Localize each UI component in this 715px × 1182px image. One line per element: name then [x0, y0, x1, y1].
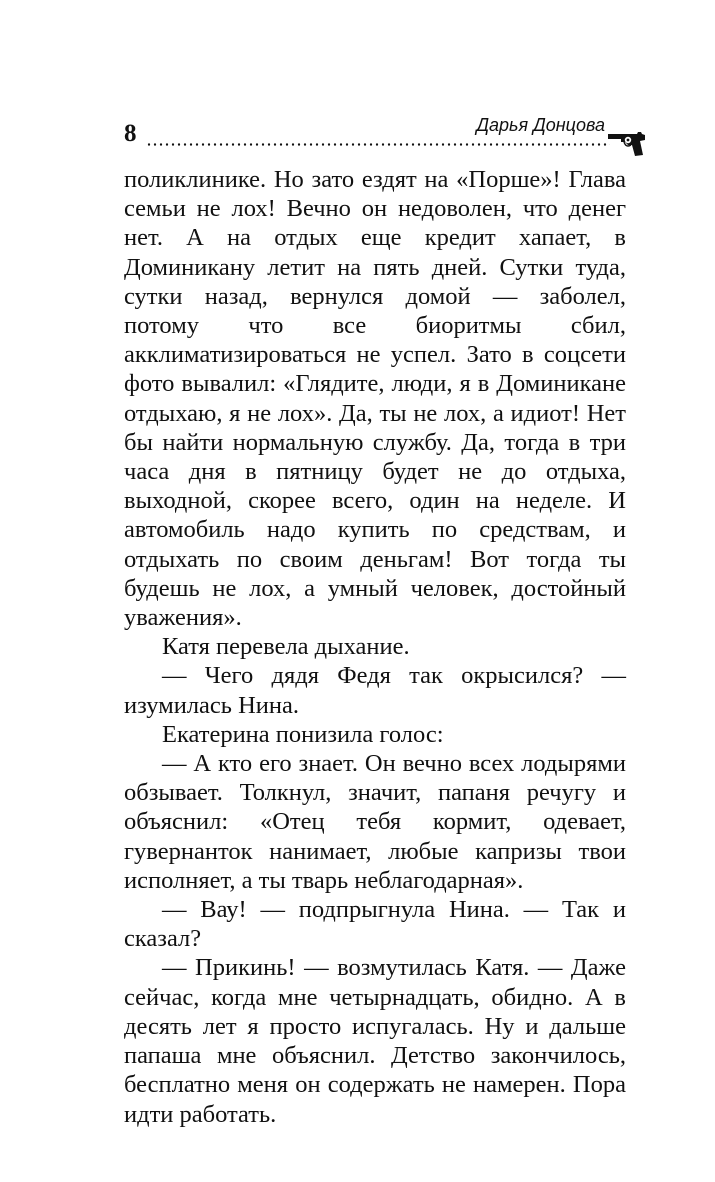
paragraph: Катя перевела дыхание. [162, 633, 410, 661]
paragraph: — Прикинь! — возмутилась Катя. — Даже сейчас, когда мне четырнадцать, обидно. А в десять лет я просто испугалась. Ну и дальше папаша мне объяснил. Детство закончилось, бесплатно меня он содержать не намерен. Пора идти работать. [124, 954, 626, 1128]
page-number: 8 [124, 120, 137, 147]
paragraph: Екатерина понизила голос: [162, 720, 444, 748]
running-head-author: Дарья Донцова [476, 115, 605, 135]
paragraph: поликлинике. Но зато ездят на «Порше»! Глава семьи не лох! Вечно он недоволен, что денег нет. А на отдых еще кредит хапает, в Доминикану летит на пять дней. Сутки туда, сутки назад, вернулся домой — заболел, потому что все биоритмы сбил, акклиматизироваться не успел. Зато в соцсети фото вывалил: «Глядите, люди, я в Доминикане отдыхаю, я не лох». Да, ты не лох, а идиот! Нет бы найти нормальную службу. Да, тогда в три часа дня в пятницу будет не до отдыха, выходной, скорее всего, один на неделе. И автомобиль надо купить по средствам, и отдыхать по своим деньгам! Вот тогда ты будешь не лох, а умный человек, достойный уважения». [124, 166, 626, 632]
paragraph: — А кто его знает. Он вечно всех лодырями обзывает. Толкнул, значит, папаня речугу и объяснил: «Отец тебя кормит, одевает, гувернанток нанимает, любые капризы твои исполняет, а ты тварь неблагодарная». [124, 750, 626, 894]
running-header [0, 0, 715, 170]
revolver-icon [607, 128, 647, 158]
dotted-leader [146, 143, 610, 146]
paragraph: — Вау! — подпрыгнула Нина. — Так и сказал? [124, 896, 626, 953]
body-text [124, 165, 626, 1129]
paragraph: — Чего дядя Федя так окрысился? — изумилась Нина. [124, 662, 626, 719]
